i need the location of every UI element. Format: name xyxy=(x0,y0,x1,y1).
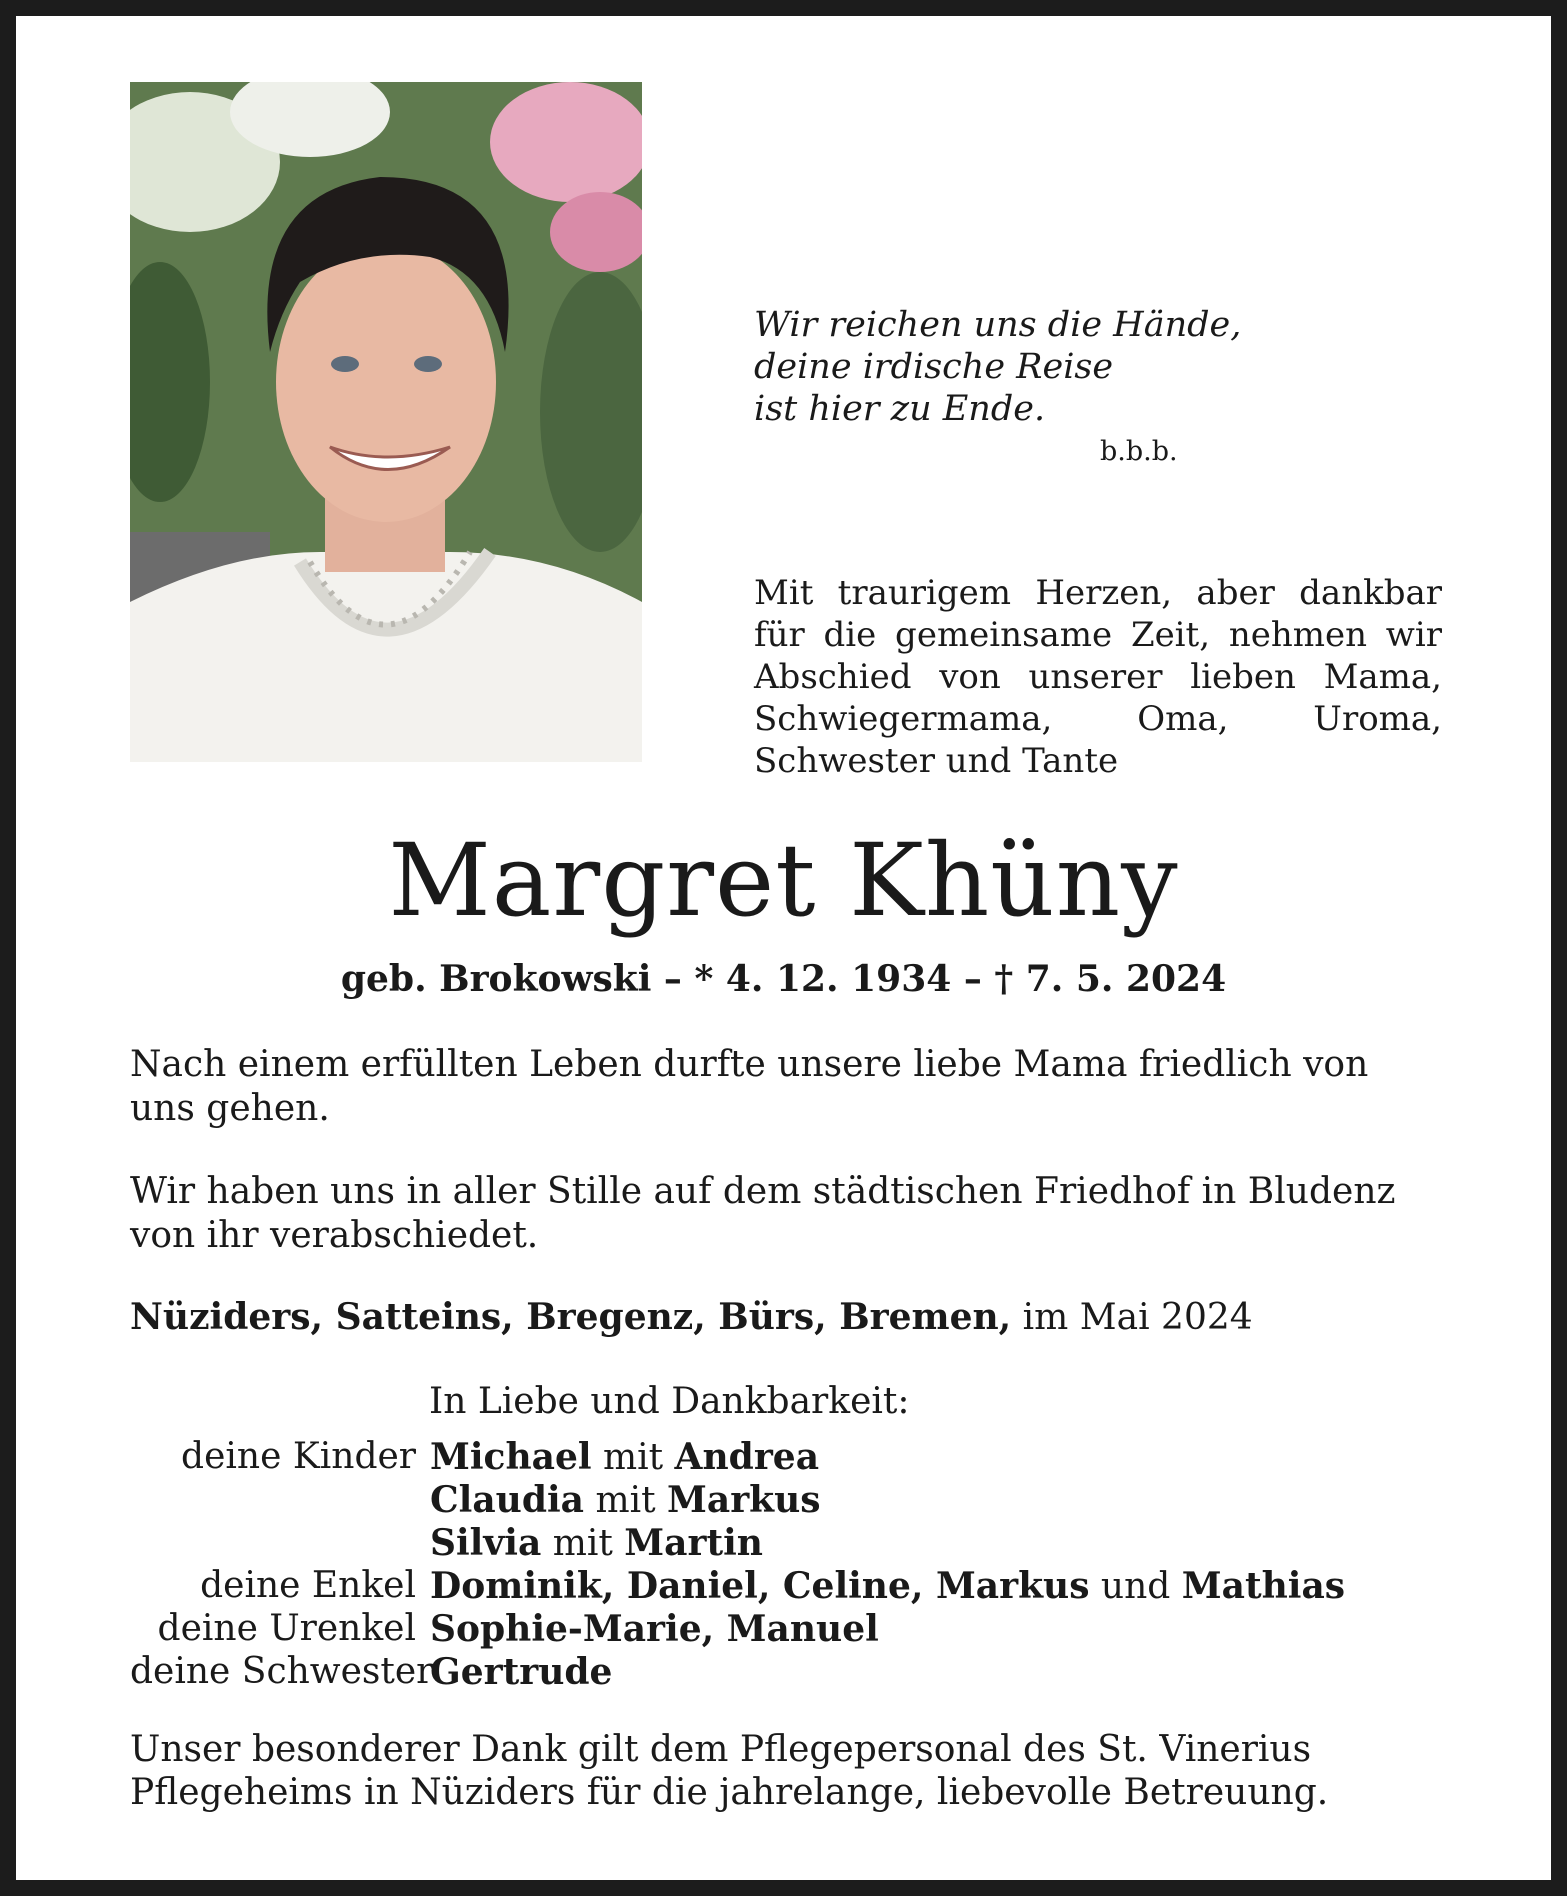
family-name: Claudia xyxy=(430,1479,585,1521)
dankbarkeit-heading: In Liebe und Dankbarkeit: xyxy=(429,1381,910,1422)
family-name: Silvia xyxy=(430,1522,542,1564)
family-names xyxy=(430,1522,763,1565)
family-name: Sophie-Marie, Manuel xyxy=(430,1608,879,1650)
family-names xyxy=(430,1565,1345,1608)
family-row-urenkel xyxy=(130,1608,1345,1651)
family-connector: mit xyxy=(584,1480,668,1521)
poem-line: Wir reichen uns die Hände, xyxy=(754,305,1242,345)
poem-line: deine irdische Reise xyxy=(754,347,1114,387)
family-row-enkel xyxy=(130,1565,1345,1608)
family-connector: und xyxy=(1089,1566,1182,1607)
poem xyxy=(754,304,1241,430)
portrait-illustration xyxy=(130,82,642,762)
poem-line: ist hier zu Ende. xyxy=(754,389,1046,429)
family-relation-label: deine Enkel xyxy=(200,1565,416,1606)
family-names xyxy=(430,1436,819,1479)
family-names xyxy=(430,1479,821,1522)
family-row-kinder xyxy=(130,1522,1345,1565)
family-name: Andrea xyxy=(674,1436,820,1478)
family-name: Michael xyxy=(430,1436,592,1478)
family-name: Dominik, Daniel, Celine, Markus xyxy=(430,1565,1090,1607)
family-relation-label xyxy=(130,1479,430,1522)
family-relation-label: deine Urenkel xyxy=(157,1608,416,1649)
paragraph-farewell: Wir haben uns in aller Stille auf dem städtischen Friedhof in Bludenz von ihr verabschiedet. xyxy=(130,1171,1396,1256)
family-relation-label: deine Schwester xyxy=(130,1651,434,1692)
intro-text: Mit traurigem Herzen, aber dankbar für die gemeinsame Zeit, nehmen wir Abschied von unserer lieben Mama, Schwiegermama, Oma, Uroma, Schwester und Tante xyxy=(754,573,1442,781)
thanks-paragraph: Unser besonderer Dank gilt dem Pflegepersonal des St. Vinerius Pflegeheims in Nüziders für die jahrelange, liebevolle Betreuung. xyxy=(130,1729,1329,1813)
family-name: Markus xyxy=(667,1479,821,1521)
family-row-kinder xyxy=(130,1436,1345,1479)
family-row-schwester xyxy=(130,1651,1345,1694)
family-relation-label xyxy=(130,1522,430,1565)
family-name: Gertrude xyxy=(430,1651,613,1693)
poem-author: b.b.b. xyxy=(1100,436,1178,467)
family-connector: mit xyxy=(541,1523,625,1564)
obituary-page xyxy=(16,16,1551,1880)
family-name: Martin xyxy=(624,1522,763,1564)
deceased-name: Margret Khüny xyxy=(388,822,1179,939)
places-line xyxy=(130,1296,1253,1338)
places-date: im Mai 2024 xyxy=(1011,1297,1253,1338)
birth-death-dates: geb. Brokowski – * 4. 12. 1934 – † 7. 5. 2024 xyxy=(340,958,1227,1000)
family-names xyxy=(430,1608,879,1651)
family-names xyxy=(430,1651,612,1694)
family-list xyxy=(130,1436,1345,1694)
paragraph-passing: Nach einem erfüllten Leben durfte unsere liebe Mama friedlich von uns gehen. xyxy=(130,1044,1369,1129)
family-row-kinder xyxy=(130,1479,1345,1522)
portrait-photo xyxy=(130,82,642,762)
places-names: Nüziders, Satteins, Bregenz, Bürs, Bremen, xyxy=(130,1296,1012,1338)
family-name: Mathias xyxy=(1181,1565,1346,1607)
family-connector: mit xyxy=(591,1437,675,1478)
family-relation-label: deine Kinder xyxy=(181,1436,416,1477)
